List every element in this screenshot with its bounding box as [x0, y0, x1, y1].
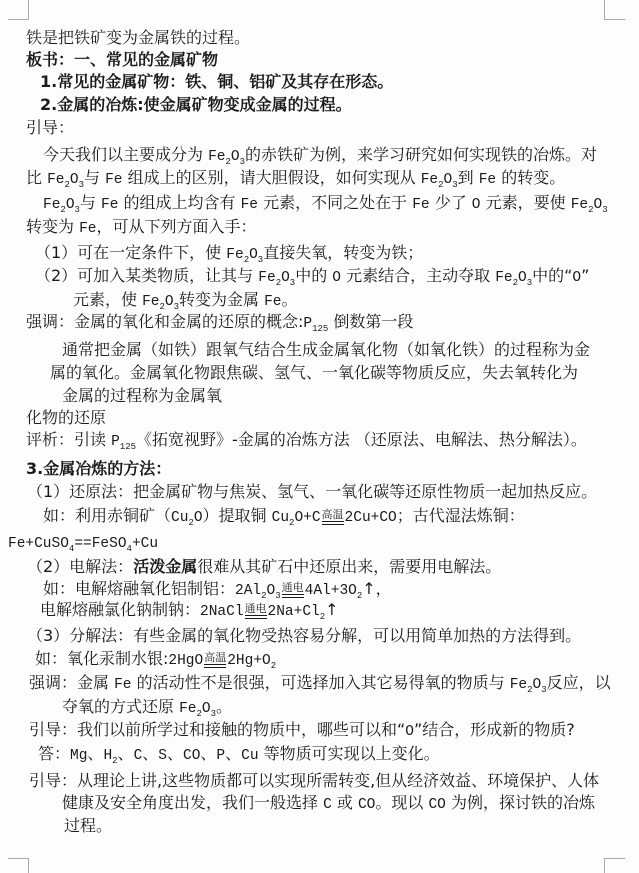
text-line-31: [38, 744, 440, 766]
formula-text: O+C: [294, 510, 321, 526]
text-segment: 3.金属冶炼的方法：: [26, 459, 172, 478]
formula-text: +Cu: [131, 536, 159, 552]
formula-text: O: [164, 294, 174, 310]
formula-subscript: 125: [119, 442, 136, 452]
text-line-13: [26, 312, 413, 334]
formula-subscript: 2: [527, 685, 533, 695]
formula-text: O: [266, 583, 276, 599]
crop-mark-bottom-left: [8, 858, 29, 873]
formula-subscript: 2: [159, 302, 165, 312]
formula-text: 2Na+Cl: [267, 604, 320, 620]
text-segment: 为例，探讨铁的冶炼: [445, 793, 595, 812]
text-segment: 与: [79, 193, 102, 212]
formula-text: Fe: [226, 247, 244, 263]
formula-text: O: [405, 724, 414, 740]
formula-text: 2Al: [235, 583, 262, 599]
formula-text: Cu: [271, 510, 290, 526]
formula-subscript: 3: [602, 205, 608, 215]
text-segment: 元素，使: [73, 290, 143, 309]
text-line-12: [73, 290, 298, 312]
formula-text: 2NaCl: [200, 604, 244, 620]
text-segment: 、: [225, 744, 242, 763]
text-line-34: [64, 816, 112, 835]
formula-text: Fe: [105, 172, 123, 188]
formula-subscript: 2: [270, 661, 277, 671]
text-line-10: [35, 243, 423, 265]
text-segment: 很难从其矿石中还原出来，需要用电解法。: [197, 557, 502, 576]
formula-text: 2Cu+CO: [344, 510, 397, 526]
text-line-9: [26, 217, 257, 239]
text-segment: 如：氧化汞制水银:: [35, 649, 169, 668]
text-line-20: [27, 482, 597, 501]
formula-subscript: 3: [173, 302, 180, 312]
formula-subscript: 2: [225, 157, 231, 167]
text-segment: 通常把金属（如铁）跟氧气结合生成金属氧化物（如氧化铁）的过程称为金: [62, 340, 591, 359]
formula-text: Fe+CuSO: [8, 536, 69, 552]
text-segment: （1）还原法：把金属矿物与焦炭、氢气、一氧化碳等还原性物质一起加热反应。: [27, 482, 598, 501]
text-line-21: [43, 506, 525, 528]
formula-text: Fe: [179, 701, 197, 717]
formula-text: O: [443, 172, 453, 188]
text-line-11: [35, 266, 589, 288]
text-segment: 比: [26, 168, 48, 187]
formula-text: P: [111, 434, 120, 450]
formula-text: O: [193, 510, 203, 526]
formula-text: P: [216, 748, 226, 764]
formula-text: Fe: [114, 677, 132, 693]
text-segment: 引导：我们以前所学过和接触的物质中，哪些可以和“: [29, 720, 406, 739]
text-segment: 的赤铁矿为例，来学习研究如何实现铁的冶炼。对: [245, 145, 598, 164]
formula-text: H: [103, 748, 113, 764]
text-segment: 1.常见的金属矿物：铁、铜、铝矿及其存在形态。: [40, 72, 394, 91]
text-segment: 答：: [38, 744, 71, 763]
formula-text: Fe: [258, 270, 276, 286]
formula-subscript: 2: [60, 205, 66, 215]
text-segment: 少了: [429, 193, 472, 212]
formula-text: O: [201, 701, 211, 717]
formula-text: Fe: [420, 172, 439, 188]
formula-text: Fe: [47, 172, 65, 188]
text-segment: ；古代湿法炼铜：: [396, 506, 525, 525]
formula-subscript: 2: [188, 518, 194, 528]
text-line-24: [43, 579, 392, 601]
reaction-condition: 高温: [204, 652, 226, 668]
reaction-condition: 高温: [322, 509, 344, 525]
text-segment: ）提取铜: [202, 506, 272, 525]
formula-subscript: 3: [452, 180, 458, 190]
formula-subscript: 3: [78, 180, 85, 190]
formula-subscript: 3: [526, 278, 533, 288]
text-line-33: [62, 793, 595, 815]
text-line-7: [26, 168, 565, 190]
text-segment: 元素，要使: [480, 193, 571, 212]
text-line-25: [40, 600, 339, 622]
text-segment: 反应，以: [546, 673, 611, 692]
text-segment: 今天我们以主要成分为: [43, 145, 209, 164]
text-segment: 、: [200, 744, 217, 763]
formula-text: CO: [357, 797, 376, 813]
formula-text: O: [572, 270, 582, 286]
formula-text: P: [303, 316, 313, 332]
formula-subscript: 3: [257, 255, 264, 265]
text-segment: 的活动性不是很强，可选择加入其它易得氧的物质与: [131, 673, 510, 692]
text-line-16: [62, 386, 222, 405]
text-line-5: [26, 118, 74, 137]
formula-text: O: [532, 677, 542, 693]
text-segment: ”结合，形成新的物质?: [414, 720, 575, 739]
formula-text: Fe: [495, 270, 513, 286]
text-segment: 如：利用赤铜矿（: [43, 506, 172, 525]
text-segment: ”: [581, 266, 590, 285]
formula-text: O: [69, 172, 79, 188]
formula-subscript: 3: [210, 709, 217, 719]
formula-text: Fe: [142, 294, 160, 310]
text-segment: 化物的还原: [26, 408, 107, 427]
text-line-15: [50, 363, 578, 382]
text-segment: 、: [87, 744, 104, 763]
formula-subscript: 2: [588, 205, 594, 215]
formula-text: O: [249, 247, 258, 263]
text-line-17: [26, 408, 106, 427]
text-segment: ↑: [325, 600, 339, 619]
text-line-27: [35, 649, 276, 671]
formula-text: S: [158, 748, 167, 764]
text-segment: 元素，不同之处在于: [258, 193, 413, 212]
formula-text: ==FeSO: [74, 536, 127, 552]
formula-text: C: [323, 797, 332, 813]
text-segment: 属的氧化。金属氧化物跟焦碳、氢气、一氧化碳等物质反应，失去氧转化为: [50, 363, 579, 382]
formula-text: 2Hg+O: [227, 653, 271, 669]
text-segment: 中的: [295, 266, 333, 285]
text-line-18: [26, 430, 587, 452]
formula-text: 4Al+3O: [304, 583, 357, 599]
formula-text: Cu: [171, 510, 189, 526]
reaction-condition: 通电: [282, 582, 304, 598]
text-segment: 转变为: [26, 217, 80, 236]
text-segment: 引导：从理论上讲,这些物质都可以实现所需转变,但从经济效益、环境保护、人体: [29, 771, 600, 790]
formula-subscript: 2: [319, 612, 326, 622]
text-segment: （1）可在一定条件下，使: [35, 243, 227, 262]
text-line-30: [29, 720, 575, 742]
formula-text: O: [65, 197, 75, 213]
formula-subscript: 125: [312, 324, 329, 334]
text-segment: 引导：: [26, 118, 75, 137]
formula-subscript: 2: [261, 591, 267, 601]
text-line-32: [29, 771, 599, 790]
text-line-4: [40, 95, 352, 114]
formula-subscript: 3: [275, 591, 281, 601]
formula-subscript: 2: [289, 518, 295, 528]
formula-text: Fe: [208, 149, 226, 165]
text-segment: 板书：一、常见的金属矿物: [26, 50, 219, 69]
text-segment: 与: [84, 168, 106, 187]
formula-text: CO: [183, 748, 201, 764]
text-segment: 《拓宽视野》-金属的冶炼方法 （还原法、电解法、热分解法）。: [136, 430, 587, 449]
text-segment: 或: [331, 793, 358, 812]
formula-subscript: 3: [239, 157, 246, 167]
formula-text: O: [281, 270, 290, 286]
formula-text: C: [133, 748, 143, 764]
crop-mark-bottom-right: [604, 858, 625, 873]
formula-text: O: [593, 197, 603, 213]
crop-mark-top-left: [8, 0, 29, 20]
formula-text: 2HgO: [168, 653, 204, 669]
crop-mark-top-right: [604, 0, 625, 20]
formula-subscript: 4: [68, 544, 75, 554]
text-line-1: [26, 28, 250, 47]
text-segment: 金属的过程称为金属氧: [62, 386, 223, 405]
text-segment: 评析：引读: [26, 430, 112, 449]
text-segment: 的组成上均含有: [118, 193, 241, 212]
text-line-8: [43, 193, 608, 215]
text-segment: 铁是把铁矿变为金属铁的过程。: [26, 28, 251, 47]
text-segment: ，可从下列方面入手：: [96, 217, 257, 236]
double-line-icon: [204, 664, 226, 668]
text-segment: 、: [117, 744, 134, 763]
text-segment: （2）可加入某类物质，让其与: [35, 266, 259, 285]
text-segment: 直接失氧，转变为铁；: [263, 243, 424, 262]
text-segment: 。现以: [375, 793, 429, 812]
formula-subscript: 3: [541, 685, 547, 695]
formula-text: Fe: [478, 172, 497, 188]
formula-subscript: 2: [243, 255, 250, 265]
formula-text: Fe: [264, 294, 282, 310]
formula-text: O: [471, 197, 481, 213]
text-segment: 如：电解熔融氧化铝制铝：: [43, 579, 236, 598]
formula-subscript: 2: [512, 278, 518, 288]
text-segment: 夺氧的方式还原: [62, 697, 180, 716]
formula-text: Cu: [241, 748, 259, 764]
text-line-2: [26, 50, 218, 69]
formula-text: Fe: [509, 677, 528, 693]
formula-text: Fe: [570, 197, 589, 213]
formula-subscript: 2: [275, 278, 282, 288]
text-segment: 活泼金属: [133, 557, 198, 576]
text-segment: （2）电解法：: [27, 557, 134, 576]
text-line-28: [29, 673, 611, 695]
text-segment: 转变为金属: [179, 290, 265, 309]
text-segment: 中的“: [532, 266, 573, 285]
text-segment: 到: [457, 168, 479, 187]
text-segment: 元素结合，主动夺取: [341, 266, 496, 285]
formula-text: Fe: [43, 197, 61, 213]
text-line-26: [27, 626, 581, 645]
formula-subscript: 4: [126, 544, 132, 554]
text-segment: 、: [142, 744, 159, 763]
formula-text: O: [230, 149, 240, 165]
text-segment: 强调：金属: [29, 673, 115, 692]
reaction-condition: 通电: [245, 603, 267, 619]
text-segment: 组成上的区别，请大胆假设，如何实现从: [122, 168, 421, 187]
text-segment: 倒数第一段: [328, 312, 414, 331]
formula-text: Mg: [70, 748, 88, 764]
text-segment: ↑，: [362, 579, 392, 598]
formula-text: O: [518, 270, 527, 286]
text-line-19: [26, 459, 171, 478]
formula-text: Fe: [79, 221, 97, 237]
formula-subscript: 2: [196, 709, 202, 719]
double-line-icon: [282, 594, 304, 598]
text-line-14: [62, 340, 590, 359]
text-segment: （3）分解法：有些金属的氧化物受热容易分解，可以用简单加热的方法得到。: [27, 626, 582, 645]
formula-subscript: 2: [64, 180, 70, 190]
text-segment: 的转变。: [496, 168, 566, 187]
formula-text: Fe: [101, 197, 119, 213]
formula-text: CO: [428, 797, 446, 813]
text-segment: 2.金属的冶炼:使金属矿物变成金属的过程。: [40, 95, 352, 114]
text-line-22: [8, 532, 158, 554]
double-line-icon: [322, 521, 344, 525]
formula-text: Fe: [240, 197, 259, 213]
text-segment: 、: [166, 744, 183, 763]
text-segment: 强调：金属的氧化和金属的还原的概念:: [26, 312, 304, 331]
text-segment: 等物质可实现以上变化。: [258, 744, 440, 763]
formula-text: O: [332, 270, 341, 286]
text-segment: 健康及安全角度出发，我们一般选择: [62, 793, 324, 812]
formula-subscript: 3: [74, 205, 80, 215]
text-segment: 。: [216, 697, 233, 716]
text-line-3: [40, 72, 393, 91]
formula-subscript: 3: [289, 278, 296, 288]
formula-subscript: 2: [438, 180, 444, 190]
formula-text: Fe: [412, 197, 430, 213]
text-line-23: [27, 557, 501, 576]
text-segment: 。: [281, 290, 298, 309]
formula-subscript: 2: [112, 756, 118, 766]
text-segment: 电解熔融氯化钠制钠：: [40, 600, 201, 619]
text-segment: 过程。: [64, 816, 113, 835]
text-line-29: [62, 697, 232, 719]
text-line-6: [43, 145, 597, 167]
double-line-icon: [245, 615, 267, 619]
formula-subscript: 2: [356, 591, 363, 601]
